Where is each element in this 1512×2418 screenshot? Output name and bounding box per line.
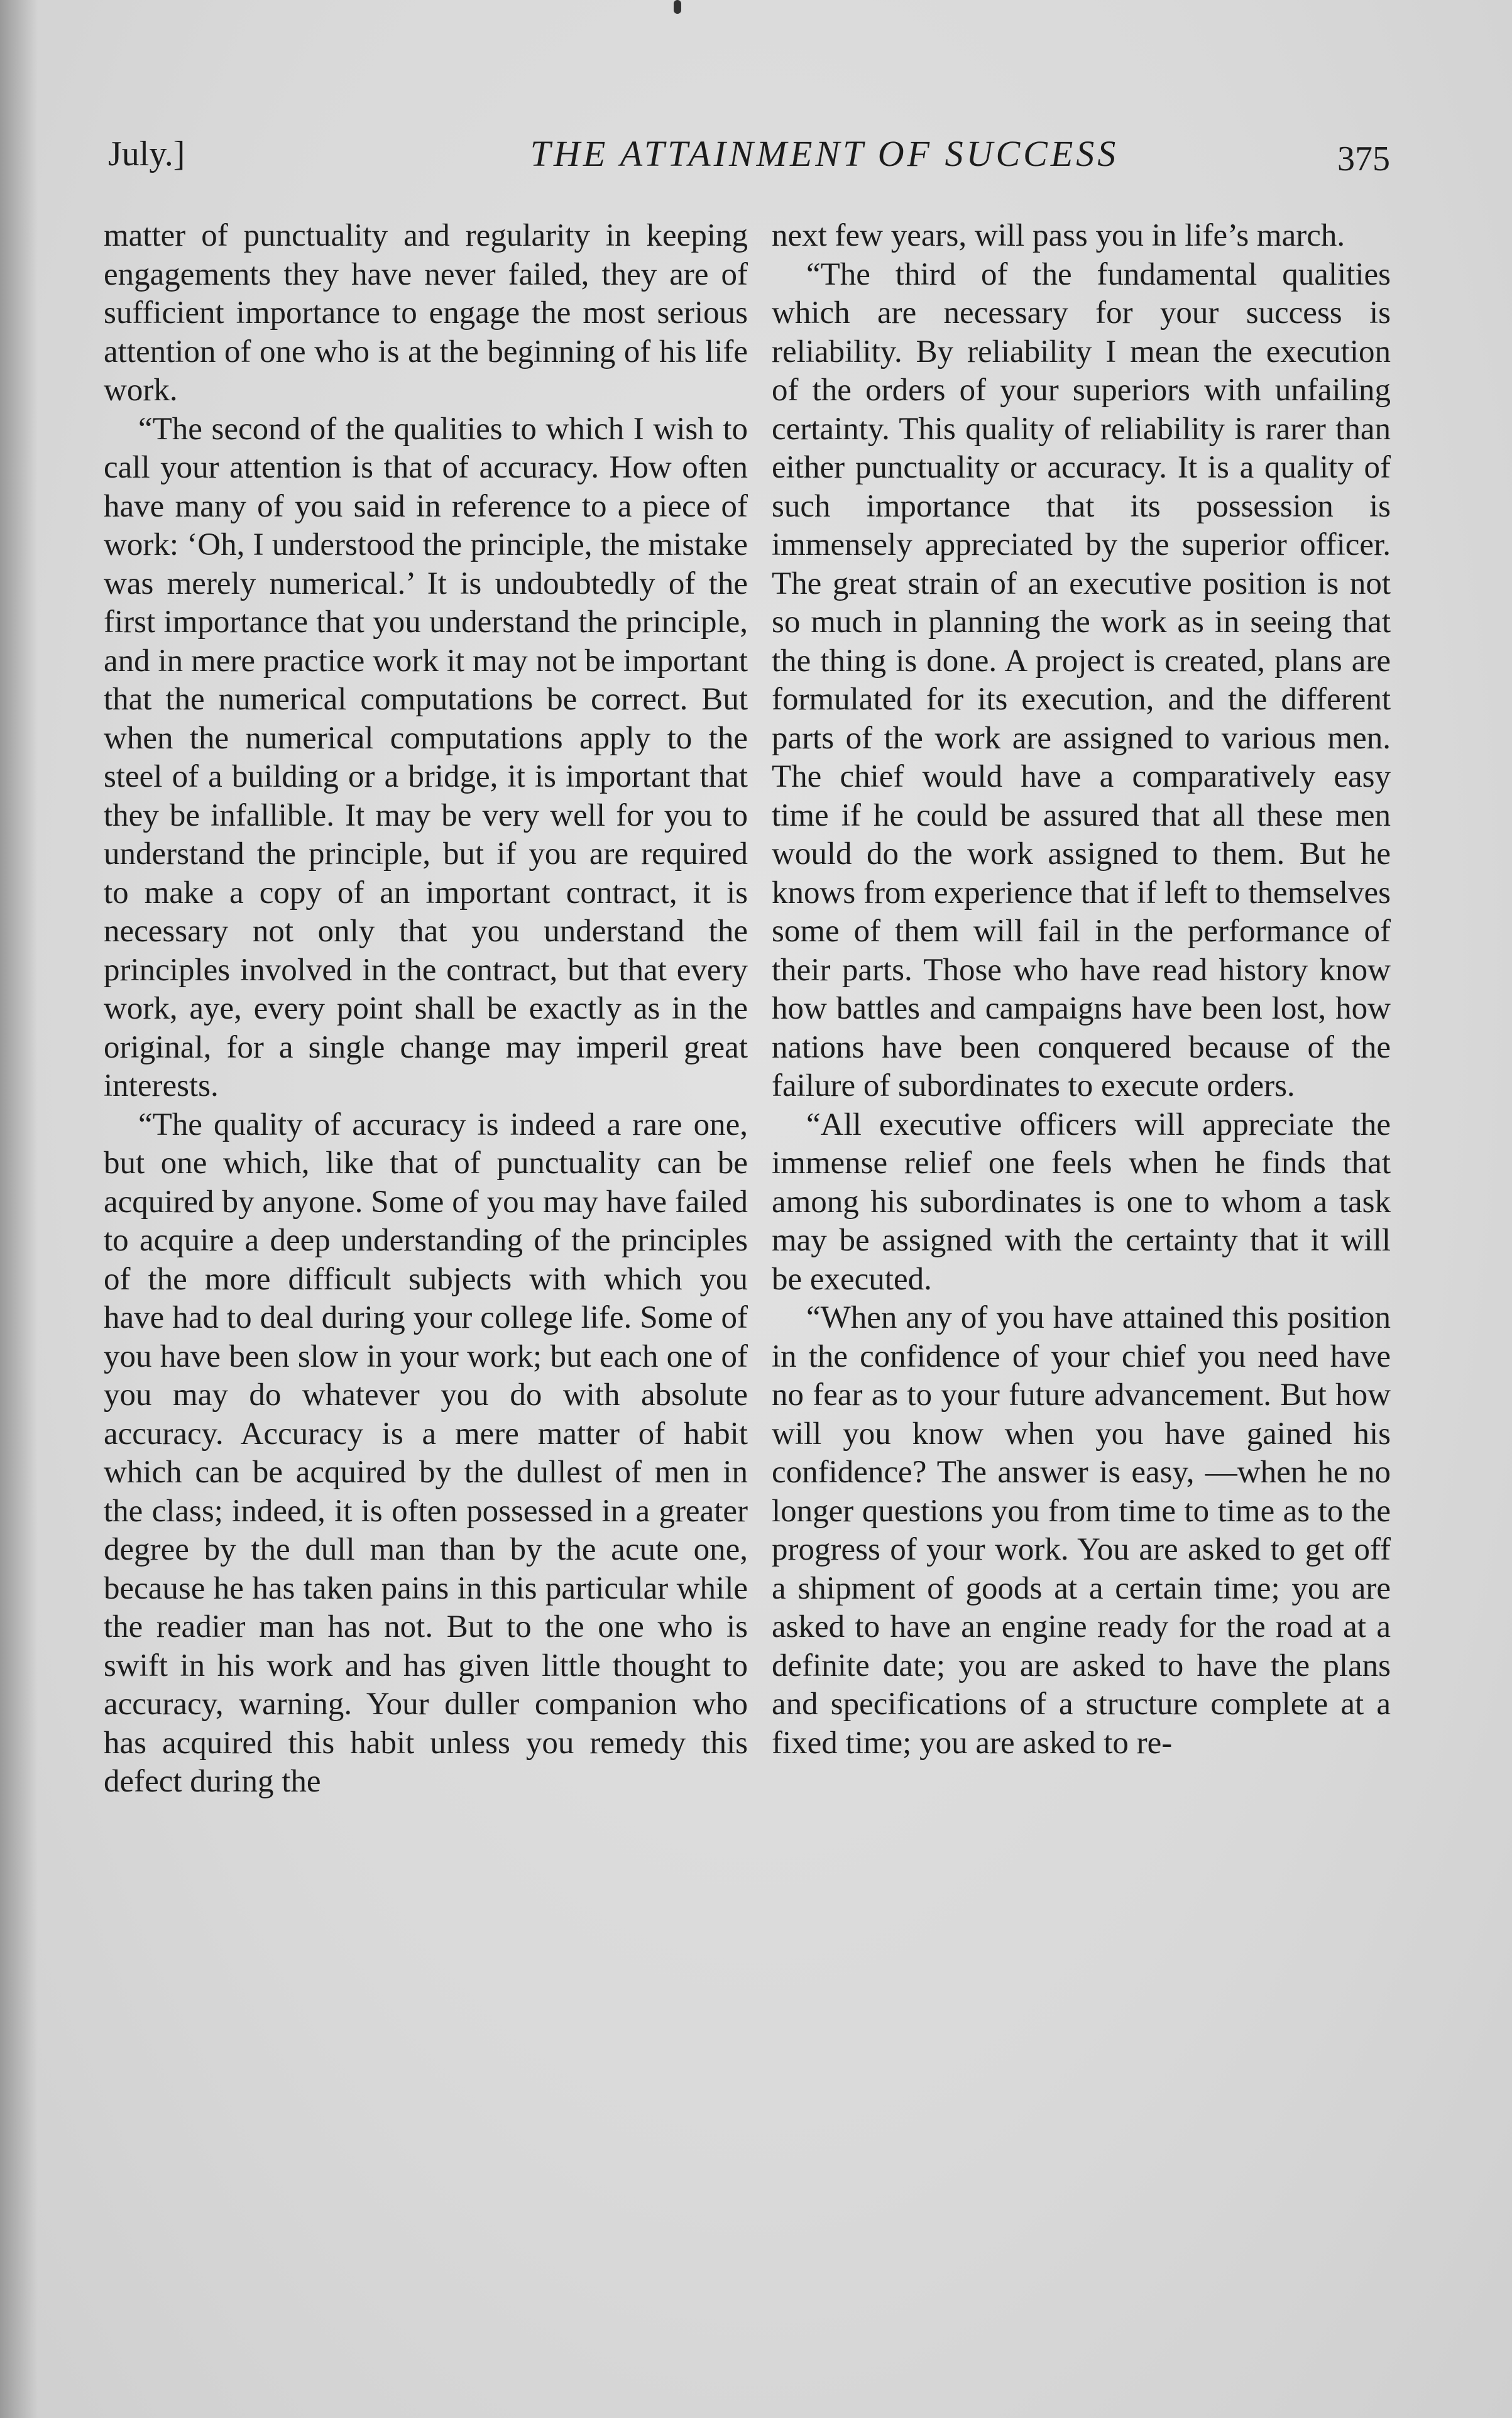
running-head [108,129,1390,179]
paragraph: “All executive officers will appreciate the immense relief one feels when he finds that among his subordinates is one to whom a task may be assigned with the certainty that it will be executed. [772,1107,1391,1297]
paragraph: “When any of you have attained this position in the confidence of your chief you need have no fear as to your future advancement. But how will you know when you have gained his confidence? The answer is easy, —when he no longer questions you from time to time as to the progress of your work. You are asked to get off a shipment of goods at a certain time; you are asked to have an engine ready for the road at a definite date; you are asked to have the plans and specifications of a structure complete at a fixed time; you are asked to re- [772,1300,1391,1761]
paragraph: next few years, will pass you in life’s march. [772,218,1345,253]
paragraph: “The third of the fundamental qualities which are necessary for your success is reliability. By reliability I mean the execution of the orders of your superiors with unfailing certainty. This quality of reliability is rarer than either punctuality or accuracy. It is a quality of such importance that its possession is immensely appreciated by the superior officer. The great strain of an executive position is not so much in planning the work as in seeing that the thing is done. A project is created, plans are formulated for its execution, and the different parts of the work are assigned to various men. The chief would have a comparatively easy time if he could be assured that all these men would do the work assigned to them. But he knows from experience that if left to themselves some of them will fail in the performance of their parts. Those who have read history know how battles and campaigns have been lost, how nations have been conquered because of the failure of subordinates to execute orders. [772,256,1391,1103]
paragraph: matter of punctuality and regularity in keeping engagements they have never failed, they are of sufficient importance to engage the most serious attention of one who is at the beginning of his life work. [104,218,748,408]
paragraph: “The second of the qualities to which I wish to call your attention is that of accuracy. How often have many of you said in reference to a piece of work: ‘Oh, I understood the principle, the mistake was merely numerical.’ It is undoubtedly of the first importance that you understand the principle, and in mere practice work it may not be important that the numerical computations be correct. But when the numerical computations apply to the steel of a building or a bridge, it is important that they be infallible. It may be very well for you to understand the principle, but if you are required to make a copy of an important contract, it is necessary not only that you understand the principles involved in the contract, but that every work, aye, every point shall be exactly as in the original, for a single change may imperil great interests. [104,411,748,1103]
header-month: July.] [108,134,185,173]
page-number: 375 [1337,140,1390,178]
ink-mark [674,0,681,14]
spine-shadow [0,0,38,2418]
paragraph: “The quality of accuracy is indeed a rare one, but one which, like that of punctuality can be acquired by anyone. Some of you may have failed to acquire a deep understanding of the principles of the more difficult subjects with which you have had to deal during your college life. Some of you have been slow in your work; but each one of you may do whatever you do with absolute accuracy. Accuracy is a mere matter of habit which can be acquired by the dullest of men in the class; indeed, it is often possessed in a greater degree by the dull man than by the acute one, because he has taken pains in this particular while the readier man has not. But to the one who is swift in his work and has given little thought to accuracy, warning. Your duller companion who has acquired this habit unless you remedy this defect during the [104,1107,748,1799]
right-column [772,217,1391,1763]
left-column [104,217,748,1802]
header-title: THE ATTAINMENT OF SUCCESS [530,133,1119,174]
